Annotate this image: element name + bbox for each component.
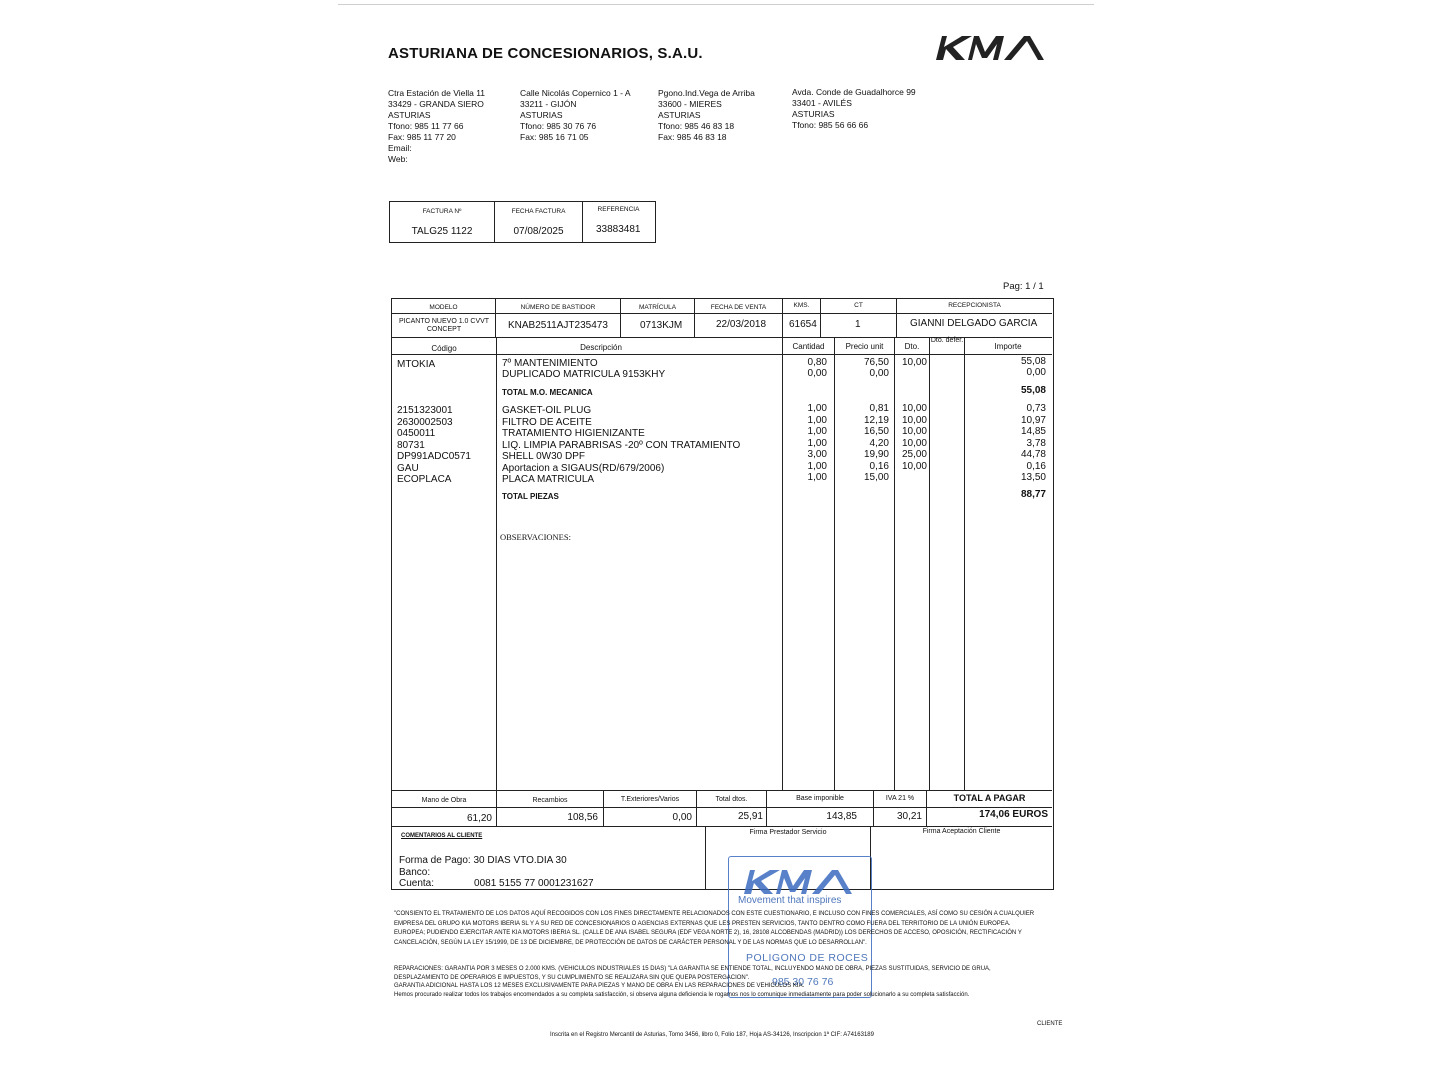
vehicle-sale-date: 22/03/2018: [716, 319, 767, 330]
label-factura: FACTURA Nº: [422, 208, 462, 215]
branch-aviles: Avda. Conde de Guadalhorce 99 33401 - AVILÉS ASTURIAS Tfono: 985 56 66 66: [792, 87, 916, 130]
labour-dto: 10,00: [901, 357, 927, 368]
invoice-date: 07/08/2025: [513, 226, 564, 237]
kia-logo: [932, 30, 1048, 62]
code-row: MTOKIA: [397, 359, 436, 370]
col-codigo: Código: [431, 344, 457, 353]
total-mo-label: TOTAL M.O. MECANICA: [502, 388, 593, 397]
payment-account-label: Cuenta:: [399, 878, 435, 889]
total-a-pagar: 174,06 EUROS: [979, 809, 1048, 820]
line-description: 7º MANTENIMIENTO: [502, 358, 598, 369]
legal-warranty: REPARACIONES: GARANTIA POR 3 MESES O 2.000 KMS. (VEHICULOS INDUSTRIALES 15 DIAS) "LA GARANTIA SE ENTIENDE TOTAL, INCLUYENDO MANO DE OBRA, PIEZAS SUSTITUIDAS, SERVICIO DE GRUA, DESPLAZAMIENTO DE OPERARIOS E IMPUESTOS, Y SU CUMPLIMIENTO SE REALIZARA SIN QUE QUEPA POSTERGACION". GARANTIA ADICIONAL HASTA LOS 12 MESES EXCLUSIVAMENTE PARA PIEZAS Y MANO DE OBRA EN LAS REPARACIONES DE VEHICULOS KIA. Hemos procurado realizar todos los trabajos encomendados a su completa satisfacción, si observa alguna deficiencia le rogamos nos lo comunique inmediatamente para poder solucionarlo a su completa satisfacción.: [394, 966, 991, 998]
vehicle-vin: KNAB2511AJT235473: [508, 320, 608, 331]
total-exteriores: 0,00: [672, 812, 692, 823]
col-cantidad: Cantidad: [792, 342, 825, 351]
total-header-iva: IVA 21 %: [885, 795, 915, 802]
header-kms: KMS.: [793, 302, 810, 309]
header-fecha-venta: FECHA DE VENTA: [710, 304, 767, 311]
payment-method: Forma de Pago: 30 DIAS VTO.DIA 30: [399, 855, 567, 866]
total-header-exteriores: T.Exteriores/Varios: [620, 796, 680, 803]
comentarios-label: COMENTARIOS AL CLIENTE: [401, 833, 483, 839]
invoice-number: TALG25 1122: [411, 226, 473, 237]
vehicle-receptionist: GIANNI DELGADO GARCIA: [910, 318, 1038, 329]
labour-descriptions: [502, 358, 665, 381]
code-list: 2151323001 2630002503 0450011 80731 DP991ADC0571 GAU ECOPLACA: [397, 405, 471, 485]
total-header-recambios: Recambios: [532, 797, 568, 804]
header-modelo: MODELO: [429, 304, 458, 311]
company-name: ASTURIANA DE CONCESIONARIOS, S.A.U.: [388, 45, 703, 62]
line-description: DUPLICADO MATRICULA 9153KHY: [502, 369, 666, 381]
col-dto: Dto.: [904, 342, 920, 351]
payment-bank: Banco:: [399, 866, 431, 878]
payment-info: [399, 855, 594, 890]
total-piezas-label: TOTAL PIEZAS: [502, 492, 559, 501]
total-header-mano-obra: Mano de Obra: [421, 797, 467, 804]
registry-info: Inscrita en el Registro Mercantil de Asturias, Tomo 3456, libro 0, Folio 187, Hoja AS-34126, Inscripcion 1ª CIF: A74163189: [550, 1032, 874, 1038]
label-fecha-factura: FECHA FACTURA: [511, 208, 566, 215]
stamp-slogan: Movement that inspires: [738, 895, 842, 906]
firma-prestador-label: Firma Prestador Servicio: [749, 829, 827, 836]
labour-price: 76,50 0,00: [863, 357, 889, 380]
header-ct: CT: [854, 302, 863, 309]
stamp-line1: POLIGONO DE ROCES: [746, 952, 869, 964]
parts-importe: 0,73 10,97 14,85 3,78 44,78 0,16 13,50: [1020, 403, 1046, 483]
total-header-base: Base imponible: [796, 795, 844, 802]
labour-importe: 55,08 0,00: [1020, 356, 1046, 379]
labour-qty: 0,80 0,00: [807, 357, 827, 380]
parts-qty: 1,00 1,00 1,00 1,00 3,00 1,00 1,00: [807, 403, 827, 483]
total-base: 143,85: [826, 811, 857, 822]
col-dto-defer: Dto. defer.: [930, 337, 964, 344]
total-header-dtos: Total dtos.: [715, 796, 748, 803]
header-recepcionista: RECEPCIONISTA: [948, 302, 1001, 309]
vehicle-model: PICANTO NUEVO 1.0 CVVT CONCEPT: [398, 318, 490, 333]
copy-label: CLIENTE: [1037, 1021, 1063, 1027]
observaciones-label: OBSERVACIONES:: [500, 532, 571, 542]
col-descripcion: Descripción: [580, 343, 622, 352]
parts-descriptions: GASKET-OIL PLUG FILTRO DE ACEITE TRATAMIENTO HIGIENIZANTE LIQ. LIMPIA PARABRISAS -20º CON TRATAMIENTO SHELL 0W30 DPF Aportacion a SIGAUS(RD/679/2006) PLACA MATRICULA: [502, 405, 741, 485]
top-rule: [338, 4, 1094, 5]
total-recambios: 108,56: [567, 812, 598, 823]
vehicle-plate: 0713KJM: [640, 320, 683, 331]
vehicle-kms: 61654: [789, 319, 817, 330]
legal-consent: "CONSIENTO EL TRATAMIENTO DE LOS DATOS AQUÍ RECOGIDOS CON LOS FINES DIRECTAMENTE RELACIONADOS CON ESTE CUESTIONARIO, E INCLUSO CON FINES COMERCIALES, ASÍ COMO SU CESIÓN A CUALQUIER EMPRESA DEL GRUPO KIA MOTORS IBERIA SL Y A SU RED DE CONCESIONARIOS O AGENCIAS EXTERNAS QUE LES PRESTEN SERVICIOS, TANTO DENTRO COMO FUERA DEL TERRITORIO DE LA UNIÓN EUROPEA. EUROPEA; PUDIENDO EJERCITAR ANTE KIA MOTORS IBERIA SL. (CALLE DE ANA ISABEL SEGURA (EDF VEGA NORTE 2), 16, 28108 ALCOBENDAS (MADRID)) LOS DERECHOS DE ACCESO, OPOSICIÓN, RECTIFICACIÓN Y CANCELACIÓN, SEGÚN LA LEY 15/1999, DE 13 DE DICIEMBRE, DE PROTECCIÓN DE DATOS DE CARÁCTER PERSONAL Y DE LAS NORMAS QUE LO DESARROLLAN".: [394, 911, 1035, 946]
parts-price: 0,81 12,19 16,50 4,20 19,90 0,16 15,00: [863, 403, 889, 483]
branch-siero: Ctra Estación de Viella 11 33429 - GRANDA SIERO ASTURIAS Tfono: 985 11 77 66 Fax: 985 11 77 20 Email: Web:: [388, 88, 486, 164]
stamp-kia-logo: [740, 864, 852, 898]
branch-gijon: Calle Nicolás Copernico 1 - A 33211 - GIJÓN ASTURIAS Tfono: 985 30 76 76 Fax: 985 16 71 05: [520, 88, 631, 142]
stamp-line2: 985 30 76 76: [772, 976, 834, 988]
payment-account: 0081 5155 77 0001231627: [474, 878, 594, 889]
invoice-reference: 33883481: [596, 224, 641, 235]
label-referencia: REFERENCIA: [597, 206, 640, 213]
header-matricula: MATRÍCULA: [638, 304, 677, 311]
parts-dto: 10,00 10,00 10,00 10,00 25,00 10,00: [901, 403, 927, 472]
total-piezas-value: 88,77: [1020, 489, 1046, 500]
firma-cliente-label: Firma Aceptación Cliente: [922, 828, 1001, 835]
branch-mieres: Pgono.Ind.Vega de Arriba 33600 - MIERES ASTURIAS Tfono: 985 46 83 18 Fax: 985 46 83 18: [658, 88, 755, 142]
total-iva: 30,21: [896, 811, 922, 822]
col-importe: Importe: [994, 342, 1022, 351]
header-bastidor: NÚMERO DE BASTIDOR: [520, 304, 596, 311]
col-precio: Precio unit: [845, 342, 884, 351]
total-dtos: 25,91: [737, 811, 763, 822]
total-mo-value: 55,08: [1020, 385, 1046, 396]
total-header-pagar: TOTAL A PAGAR: [953, 793, 1026, 803]
total-mano-obra: 61,20: [466, 813, 492, 824]
vehicle-ct: 1: [855, 319, 861, 330]
page-number: Pag: 1 / 1: [1003, 281, 1044, 292]
